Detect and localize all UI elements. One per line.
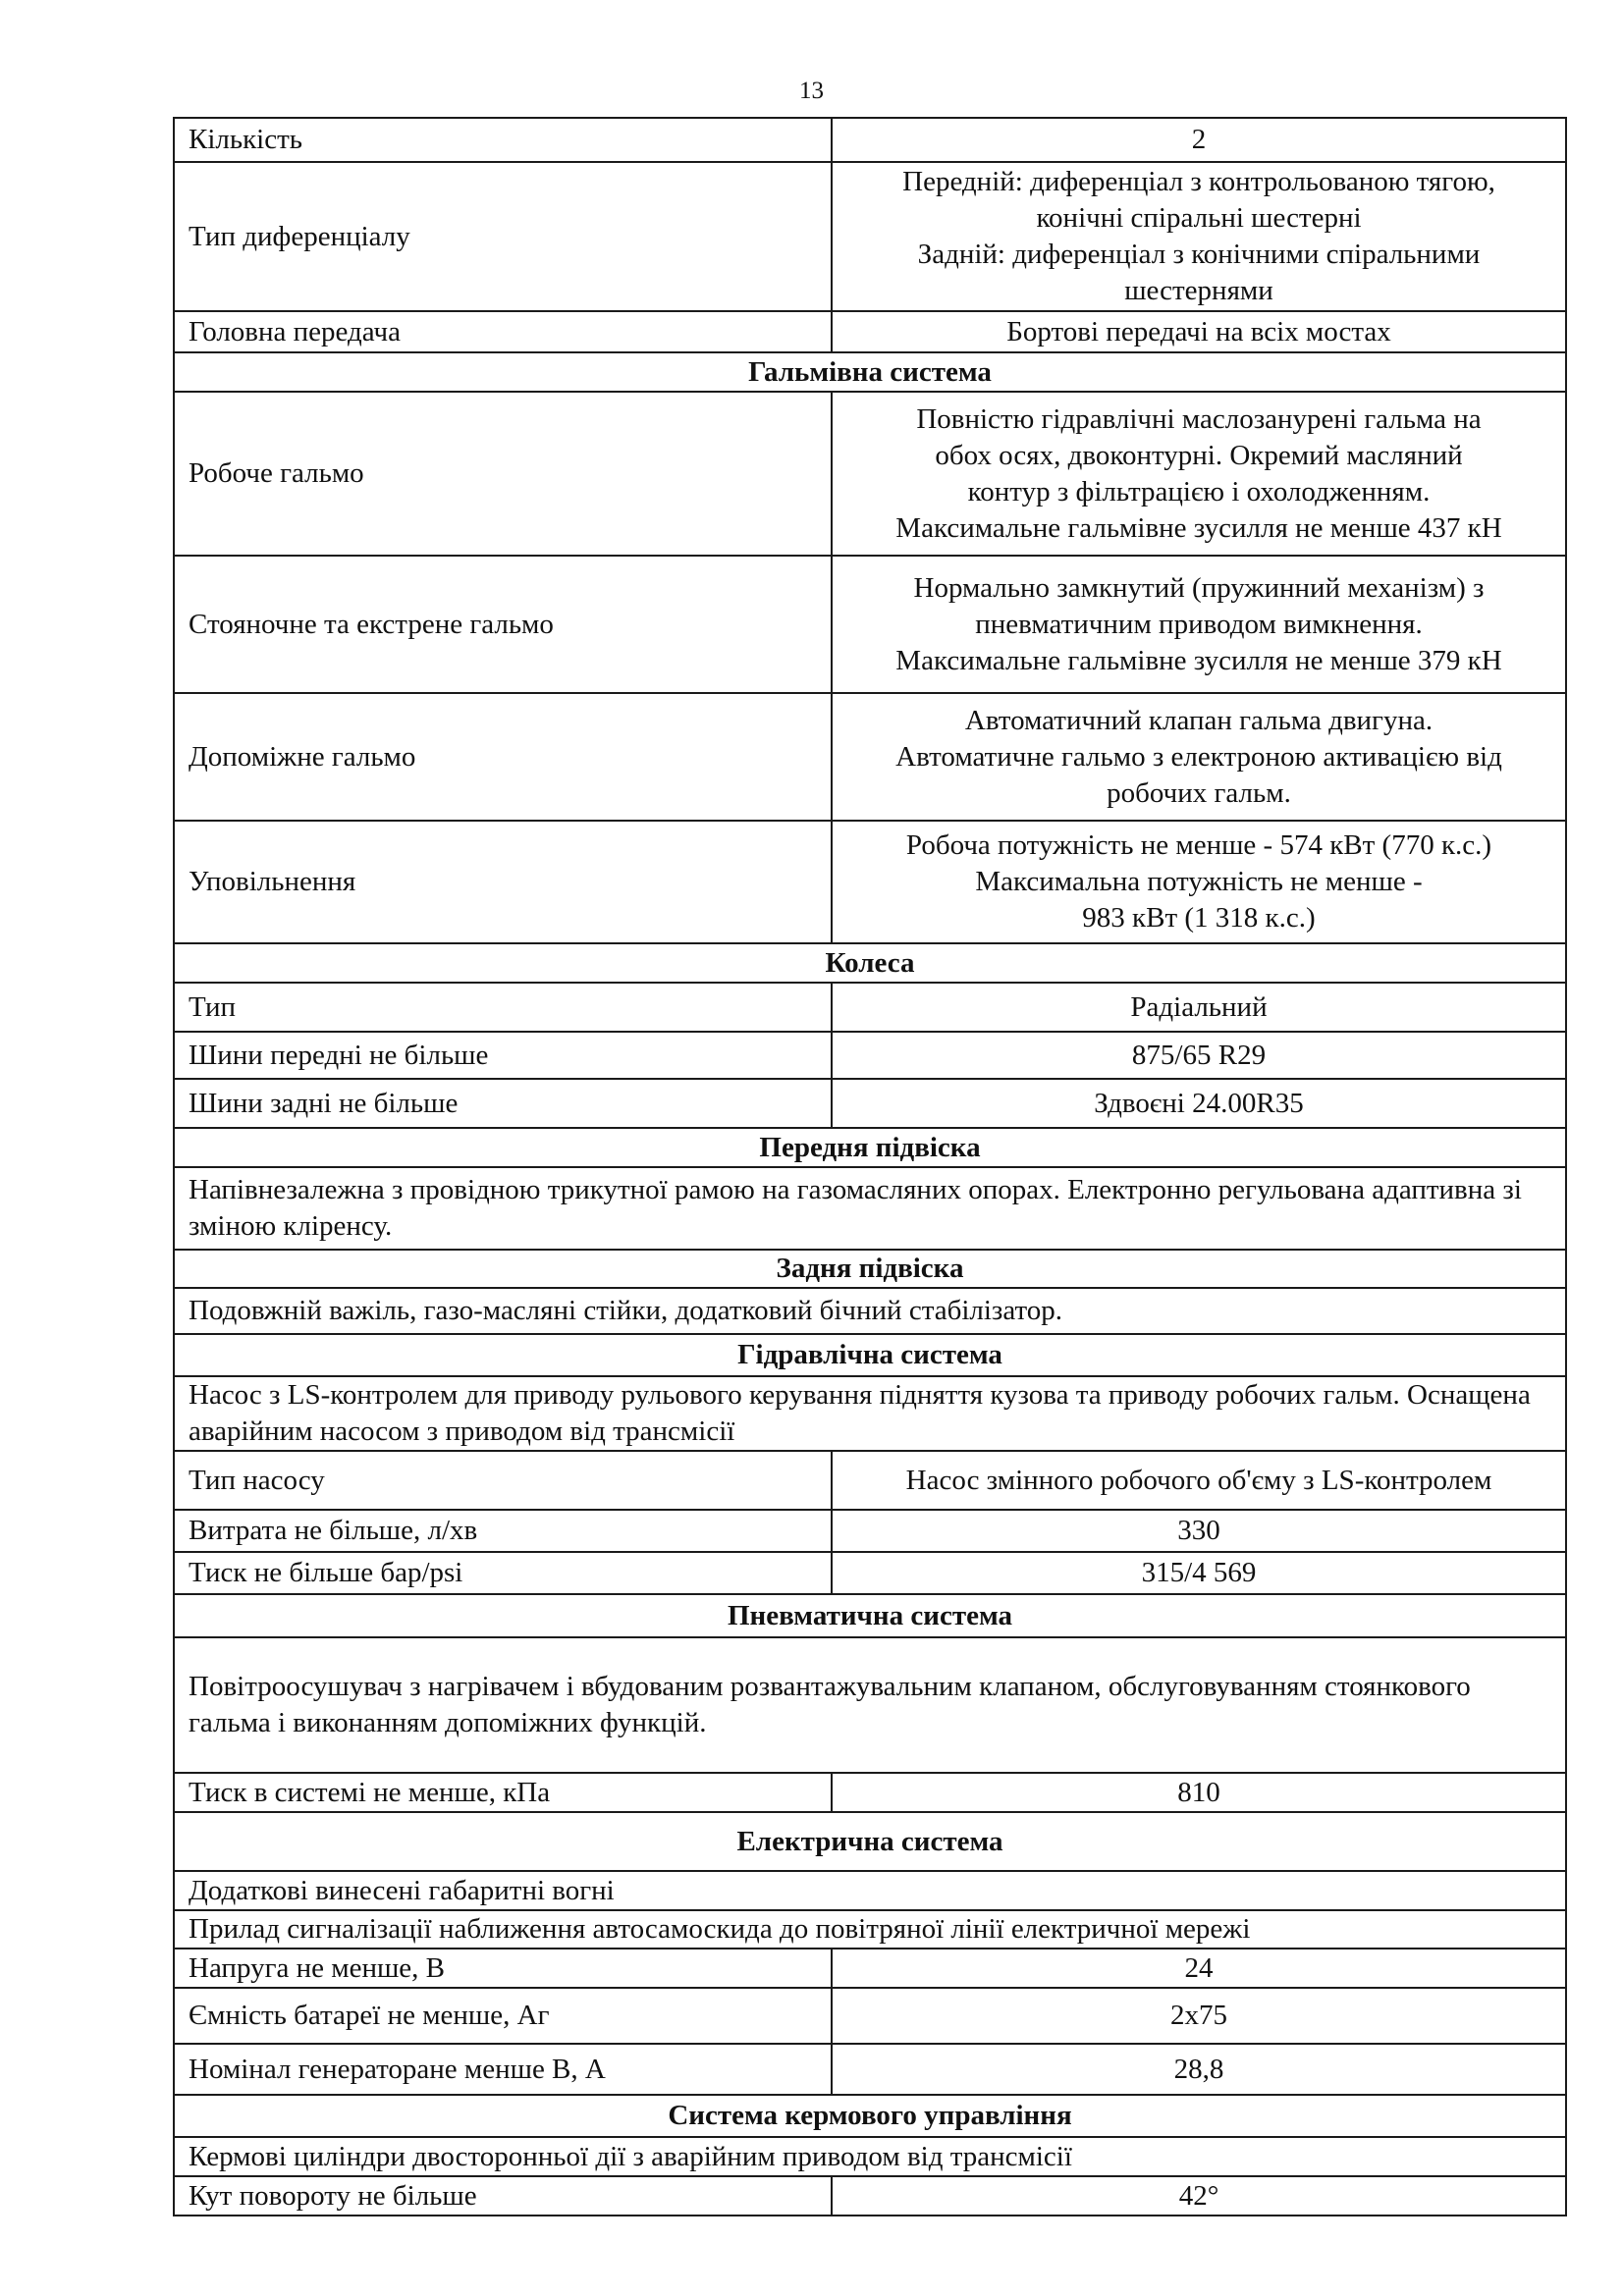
value-line: контур з фільтрацією і охолодженням. [967,475,1431,507]
table-row [174,1949,1566,1988]
row-label: Робоче гальмо [174,392,832,556]
section-title: Пневматична система [174,1594,1566,1637]
section-text: Напівнезалежна з провідною трикутної рамою на газомасляних опорах. Електронно регульована адаптивна зі зміною кліренсу. [174,1167,1566,1250]
table-row [174,392,1566,556]
row-label: Шини задні не більше [174,1079,832,1128]
row-label: Тиск не більше бар/psi [174,1552,832,1594]
section-header-row [174,352,1566,392]
row-value: Насос змінного робочого об'єму з LS-контролем [832,1451,1566,1510]
value-line: пневматичним приводом вимкнення. [975,608,1423,640]
section-title: Електрична система [174,1812,1566,1871]
value-line: робочих гальм. [1107,776,1291,809]
table-row [174,1451,1566,1510]
value-line: 983 кВт (1 318 к.с.) [1082,902,1316,934]
table-row [174,1773,1566,1812]
section-header-row [174,943,1566,983]
row-value [832,556,1566,693]
section-header-row [174,1334,1566,1376]
table-row [174,1988,1566,2044]
value-line: Максимальне гальмівне зусилля не менше 379 кН [895,644,1502,676]
table-row [174,1079,1566,1128]
section-title: Гідравлічна система [174,1334,1566,1376]
section-text: Кермові циліндри двосторонньої дії з аварійним приводом від трансмісії [174,2137,1566,2176]
table-row [174,983,1566,1032]
value-line: Максимальне гальмівне зусилля не менше 437 кН [895,511,1502,544]
section-header-row [174,1594,1566,1637]
row-label: Допоміжне гальмо [174,693,832,821]
section-text: Подовжній важіль, газо-масляні стійки, додатковий бічний стабілізатор. [174,1288,1566,1334]
row-label: Тип диференціалу [174,162,832,311]
section-text: Додаткові винесені габаритні вогні [174,1871,1566,1910]
section-header-row [174,1250,1566,1288]
row-label: Тиск в системі не менше, кПа [174,1773,832,1812]
row-value: Радіальний [832,983,1566,1032]
section-title: Передня підвіска [174,1128,1566,1167]
section-title: Гальмівна система [174,352,1566,392]
specification-table [173,117,1567,2216]
section-header-row [174,2095,1566,2137]
row-value: 2 [832,118,1566,162]
table-row [174,1288,1566,1334]
table-row [174,1637,1566,1773]
row-label: Кількість [174,118,832,162]
table-row [174,556,1566,693]
row-value: 2x75 [832,1988,1566,2044]
section-title: Система кермового управління [174,2095,1566,2137]
table-row [174,1376,1566,1451]
value-line: Робоча потужність не менше - 574 кВт (770 к.с.) [905,829,1492,861]
row-value: 875/65 R29 [832,1032,1566,1079]
section-title: Колеса [174,943,1566,983]
table-row [174,2044,1566,2095]
section-text: Повітроосушувач з нагрівачем і вбудованим розвантажувальним клапаном, обслуговуванням стоянкового гальма і виконанням допоміжних функцій. [174,1637,1566,1773]
row-label: Тип [174,983,832,1032]
row-value: Здвоєні 24.00R35 [832,1079,1566,1128]
row-label: Напруга не менше, В [174,1949,832,1988]
table-row [174,1871,1566,1910]
row-value: 810 [832,1773,1566,1812]
row-value [832,693,1566,821]
table-row [174,1032,1566,1079]
value-line: Нормально замкнутий (пружинний механізм) з [913,571,1485,604]
table-row [174,693,1566,821]
section-header-row [174,1128,1566,1167]
value-line: Автоматичний клапан гальма двигуна. [964,704,1434,736]
value-line: обох осях, двоконтурні. Окремий масляний [935,439,1463,471]
row-label: Головна передача [174,311,832,352]
row-value: 24 [832,1949,1566,1988]
table-row [174,1510,1566,1552]
page-number: 13 [799,78,824,104]
section-text: Насос з LS-контролем для приводу рульового керування підняття кузова та приводу робочих гальм. Оснащена аварійним насосом з приводом від трансмісії [174,1376,1566,1451]
value-line: Повністю гідравлічні маслозанурені гальма на [916,402,1482,435]
row-label: Кут повороту не більше [174,2176,832,2216]
value-line: Автоматичне гальмо з електроною активацією від [895,740,1502,773]
row-value: Бортові передачі на всіх мостах [832,311,1566,352]
row-label: Номінал генераторане менше В, А [174,2044,832,2095]
table-row [174,821,1566,943]
row-label: Шини передні не більше [174,1032,832,1079]
table-row [174,1910,1566,1949]
row-label: Витрата не більше, л/хв [174,1510,832,1552]
value-line: шестернями [1124,275,1273,306]
value-line: Задній: диференціал з конічними спіральними [917,239,1481,270]
value-line: конічні спіральні шестерні [1036,202,1362,234]
table-row [174,1552,1566,1594]
row-value: 330 [832,1510,1566,1552]
section-text: Прилад сигналізації наближення автосамоскида до повітряної лінії електричної мережі [174,1910,1566,1949]
table-row [174,162,1566,311]
row-label: Стояночне та екстрене гальмо [174,556,832,693]
row-value [832,821,1566,943]
row-label: Ємність батареї не менше, Аг [174,1988,832,2044]
row-value: 42° [832,2176,1566,2216]
table-row [174,1167,1566,1250]
row-label: Уповільнення [174,821,832,943]
section-header-row [174,1812,1566,1871]
section-title: Задня підвіска [174,1250,1566,1288]
row-value: 28,8 [832,2044,1566,2095]
value-line: Максимальна потужність не менше - [975,866,1423,897]
row-label: Тип насосу [174,1451,832,1510]
row-value: 315/4 569 [832,1552,1566,1594]
table-row [174,118,1566,162]
table-row [174,311,1566,352]
row-value [832,162,1566,311]
value-line: Передній: диференціал з контрольованою тягою, [902,166,1495,197]
row-value [832,392,1566,556]
table-row [174,2176,1566,2216]
table-row [174,2137,1566,2176]
